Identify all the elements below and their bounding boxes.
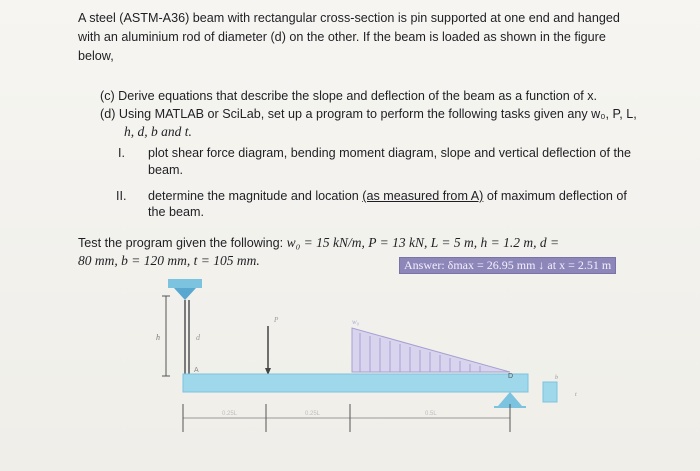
item-d-line-1: (d) Using MATLAB or SciLab, set up a program to perform the following tasks given any w₀, P, L, — [100, 107, 637, 121]
task-1-line-1: plot shear force diagram, bending moment diagram, slope and vertical deflection of the — [148, 146, 632, 160]
intro-line-3: below, — [78, 49, 114, 63]
distributed-load — [352, 328, 510, 372]
hanger-support-marker — [174, 288, 196, 300]
label-t: t — [575, 392, 577, 398]
label-b: b — [555, 375, 558, 381]
beam — [183, 374, 528, 392]
intro-line-1: A steel (ASTM-A36) beam with rectangular cross-section is pin supported at one end and hanged — [78, 11, 620, 25]
label-d: d — [196, 333, 200, 342]
label-P: P — [274, 316, 279, 324]
item-d-line-2: h, d, b and t. — [124, 124, 192, 139]
task-2-line-2: the beam. — [148, 205, 205, 219]
item-c: (c) Derive equations that describe the slope and deflection of the beam as a function of x. — [100, 89, 598, 103]
test-line-2: 80 mm, b = 120 mm, t = 105 mm. — [78, 253, 260, 268]
cross-section — [543, 382, 557, 402]
label-A: A — [194, 367, 199, 374]
dim-label-2: 0.25L — [305, 411, 321, 417]
task-2-line-1: determine the magnitude and location (as measured from A) of maximum deflection of — [148, 189, 627, 203]
dim-label-3: 0.5L — [425, 411, 437, 417]
hanger-support-block — [168, 279, 202, 288]
test-line-1: Test the program given the following: w₀ = 15 kN/m, P = 13 kN, L = 5 m, h = 1.2 m, d = — [78, 235, 560, 250]
label-h: h — [156, 333, 160, 342]
answer-badge: Answer: δmax = 26.95 mm ↓ at x = 2.51 m — [399, 257, 616, 274]
task-1-line-2: beam. — [148, 163, 184, 177]
dim-label-1: 0.25L — [222, 411, 238, 417]
pin-support — [498, 392, 522, 406]
task-2-number: II. — [116, 189, 127, 203]
label-D: D — [508, 373, 514, 380]
label-w0: w₀ — [352, 318, 360, 326]
task-1-number: I. — [118, 146, 125, 160]
intro-line-2: with an aluminium rod of diameter (d) on the other. If the beam is loaded as shown in the figure — [78, 30, 606, 44]
